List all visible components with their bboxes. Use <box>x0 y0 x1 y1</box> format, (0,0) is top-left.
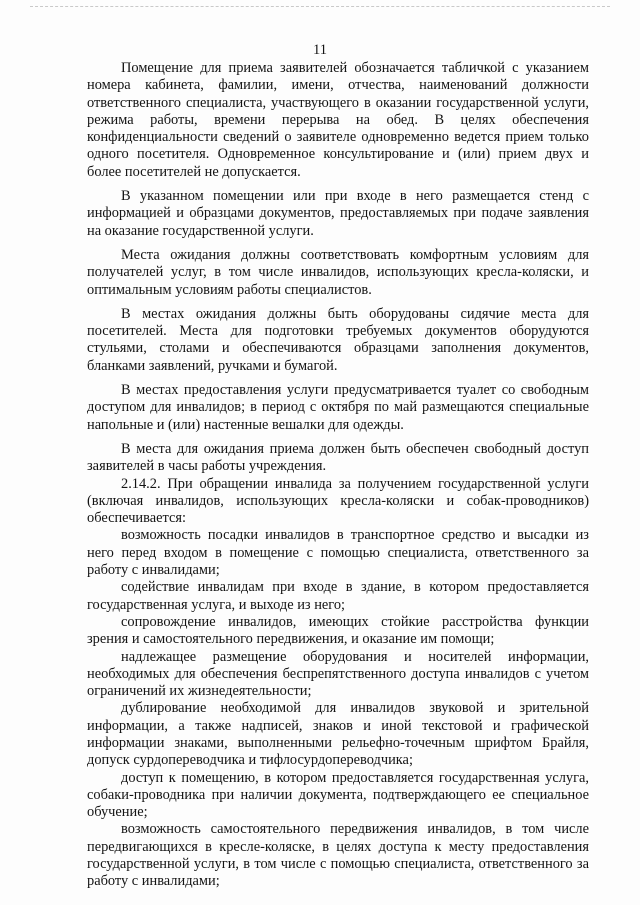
list-item-transport: возможность посадки инвалидов в транспортное средство и высадки из него перед входом в помещение с помощью специалиста, ответственного за работу с инвалидами; <box>87 527 589 579</box>
paragraph-room-sign: Помещение для приема заявителей обозначается табличкой с указанием номера кабинета, фамилии, имени, отчества, наименований должности ответственного специалиста, участвующего в оказании государственной услуги, режима работы, времени перерыва на обед. В целях обеспечения конфиденциальности сведений о заявителе одновременно ведется прием только одного посетителя. Одновременное консультирование и (или) прием двух и более посетителей не допускается. <box>87 60 589 180</box>
list-item-guide-dog: доступ к помещению, в котором предоставляется государственная услуга, собаки-проводника при наличии документа, подтверждающего ее специальное обучение; <box>87 769 589 821</box>
scan-edge-line <box>30 6 610 7</box>
paragraph-toilet: В местах предоставления услуги предусматривается туалет со свободным доступом для инвалидов; в период с октября по май размещаются специальные напольные и (или) настенные вешалки для одежды. <box>87 382 589 433</box>
list-item-braille: дублирование необходимой для инвалидов звуковой и зрительной информации, а также надписей, знаков и иной текстовой и графической информации знаками, выполненными рельефно-точечным шрифтом Брайля, допуск сурдопереводчика и тифлосурдопереводчика; <box>87 700 589 769</box>
paragraph-free-access: В места для ожидания приема должен быть обеспечен свободный доступ заявителей в часы работы учреждения. <box>87 440 589 475</box>
list-item-self-movement: возможность самостоятельного передвижения инвалидов, в том числе передвигающихся в кресле-коляске, в целях доступа к месту предоставления государственной услуги, в том числе с помощью специалиста, ответственного за работу с инвалидами; <box>87 821 589 890</box>
list-item-equipment: надлежащее размещение оборудования и носителей информации, необходимых для обеспечения беспрепятственного доступа инвалидов с учетом ограничений их жизнедеятельности; <box>87 648 589 700</box>
paragraph-section-2-14-2: 2.14.2. При обращении инвалида за получением государственной услуги (включая инвалидов, использующих кресла-коляски и собак-проводников) обеспечивается: <box>87 475 589 527</box>
paragraph-waiting-seats: В местах ожидания должны быть оборудованы сидячие места для посетителей. Места для подготовки требуемых документов оборудуются стульями, столами и обеспечиваются образцами заполнения документов, бланками заявлений, ручками и бумагой. <box>87 305 589 374</box>
document-body <box>87 60 589 891</box>
page-number: 11 <box>313 42 327 58</box>
paragraph-waiting-comfort: Места ожидания должны соответствовать комфортным условиям для получателей услуг, в том числе инвалидов, использующих кресла-коляски, и оптимальным условиям работы специалистов. <box>87 246 589 298</box>
paragraph-info-stand: В указанном помещении или при входе в него размещается стенд с информацией и образцами документов, предоставляемых при подаче заявления на оказание государственной услуги. <box>87 188 589 239</box>
list-item-escort: сопровождение инвалидов, имеющих стойкие расстройства функции зрения и самостоятельного передвижения, и оказание им помощи; <box>87 613 589 648</box>
list-item-entrance-help: содействие инвалидам при входе в здание, в котором предоставляется государственная услуга, и выходе из него; <box>87 579 589 613</box>
